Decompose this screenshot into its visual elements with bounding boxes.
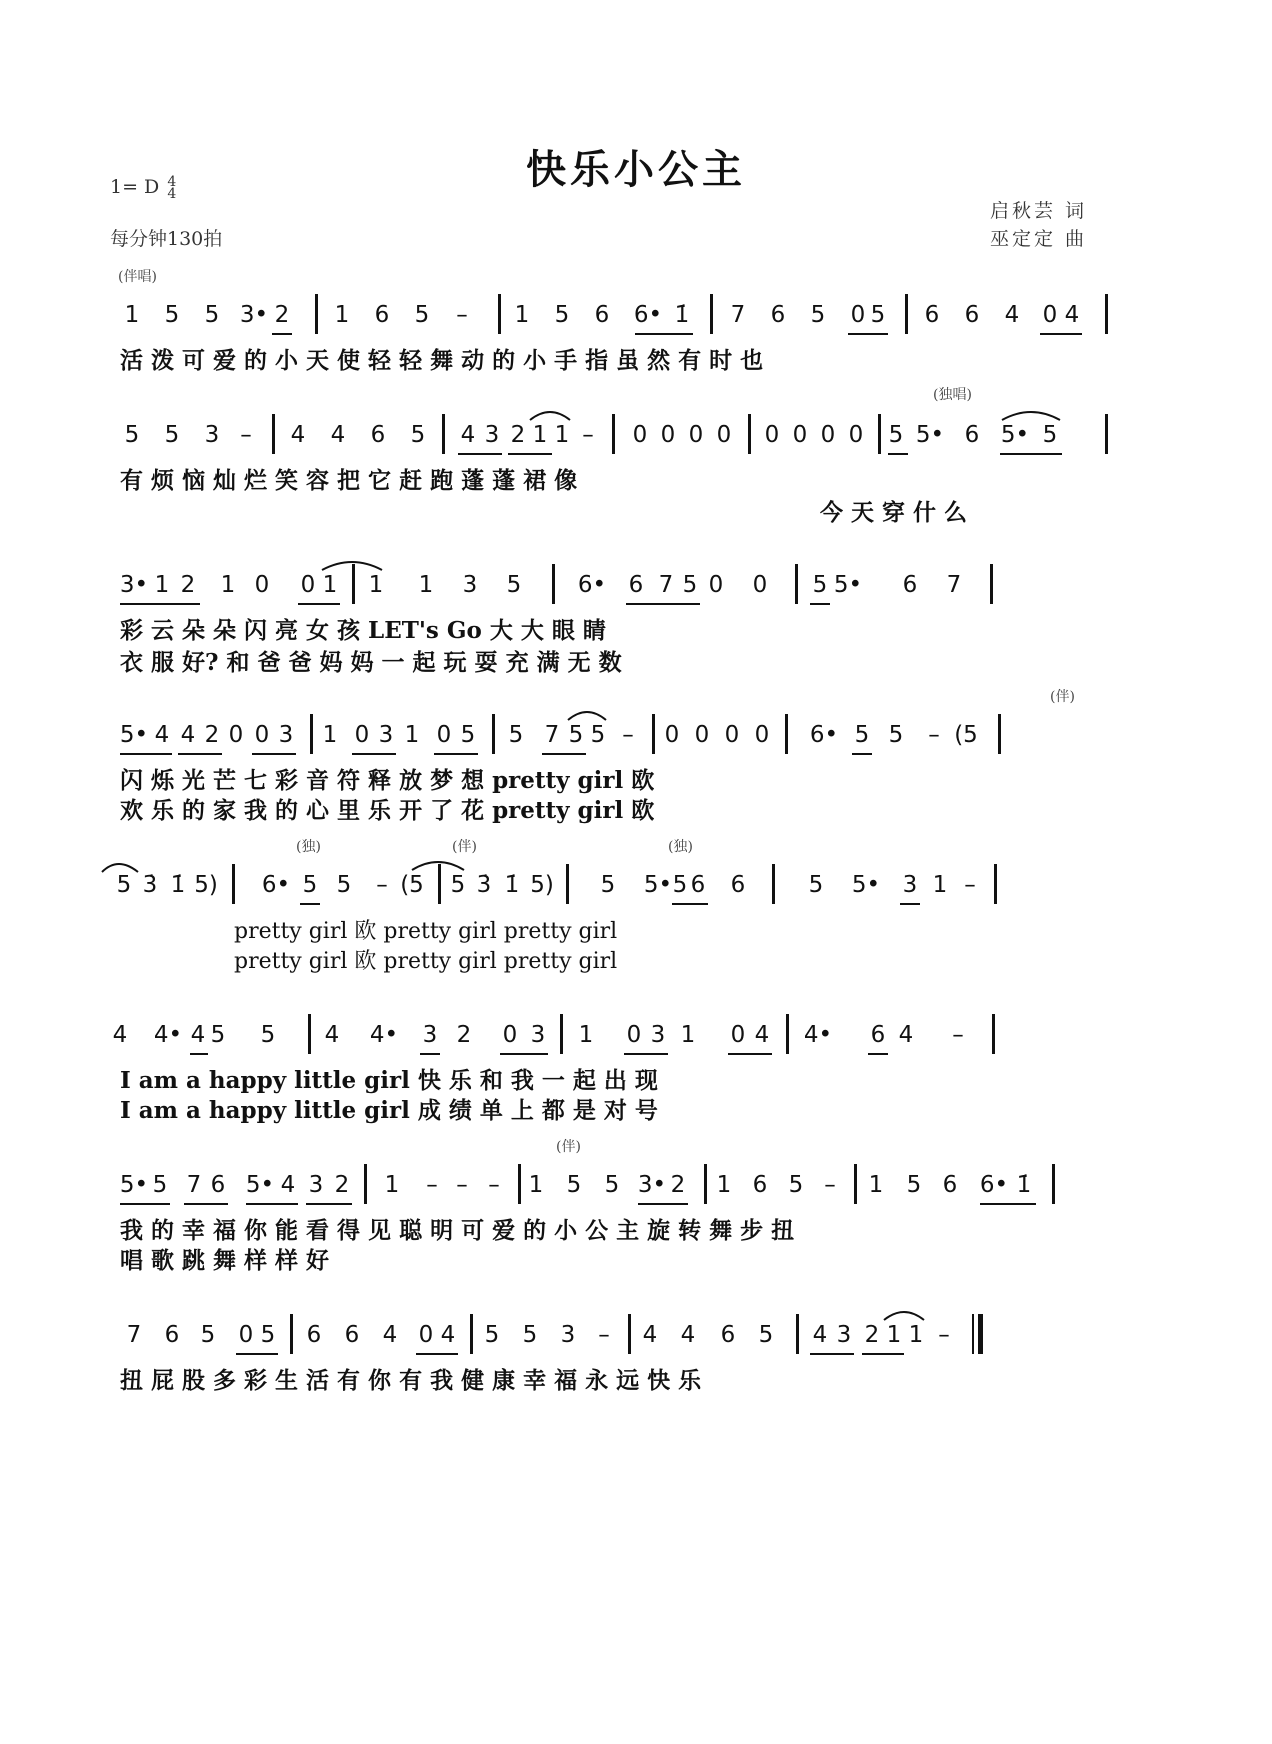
solo-mark: (独) bbox=[296, 839, 321, 855]
accompaniment-mark: (伴) bbox=[556, 1139, 581, 1155]
accompaniment-mark: (伴) bbox=[452, 839, 477, 855]
composer-credit: 巫定定 曲 bbox=[990, 228, 1088, 250]
time-signature: 4 4 bbox=[167, 174, 177, 202]
notation-line: 1 5 5 3• 2 1 6 5 – 1 5 6 6• 1̇ 7 6 5 0 5 6 6 4 0 4 bbox=[120, 292, 1120, 332]
lyric-line-2: 唱 歌 跳 舞 样 样 好 bbox=[120, 1247, 330, 1274]
accompaniment-mark: (伴) bbox=[1050, 689, 1075, 705]
lyric-line-1: 彩 云 朵 朵 闪 亮 女 孩 LET's Go 大 大 眼 睛 bbox=[120, 617, 606, 644]
song-title: 快乐小公主 bbox=[526, 146, 746, 193]
notation-line: 5• 4 4 2 0 0 3 1 0 3 1 0 5 5 7 5 5 – 0 0 0 0 6• 5 5 – (5 bbox=[120, 712, 1120, 752]
notation-line: 5 3̇ 1̇ 5) 6• 5 5 – (5 5 3̇ 1̇ 5) 5 5• 5 6 6 5 5• 3 1 – bbox=[120, 862, 1120, 902]
lyricist-credit: 启秋芸 词 bbox=[990, 200, 1088, 222]
notation-line: 3• 1 2 1 0 0 1 1 1 3 5 6• 6 7 5 0 0 5 5• 6 7 bbox=[120, 562, 1120, 602]
accompaniment-mark: (伴唱) bbox=[118, 269, 157, 285]
notation-line: 5• 5 7 6 5• 4 3 2 1 – – – 1 5 5 3• 2 1 6 5 – 1 5 6 6• 1̇ bbox=[120, 1162, 1120, 1202]
solo-mark: (独唱) bbox=[933, 387, 972, 403]
lyric-line-2: 衣 服 好? 和 爸 爸 妈 妈 一 起 玩 耍 充 满 无 数 bbox=[120, 649, 622, 676]
lyric-line-1: 我 的 幸 福 你 能 看 得 见 聪 明 可 爱 的 小 公 主 旋 转 舞 步 扭 bbox=[120, 1217, 795, 1244]
lyric-line-1: pretty girl 欧 pretty girl pretty girl bbox=[234, 919, 618, 944]
notation-line: 5 5 3 – 4 4 6 5 4 3 2 1 1 – 0 0 0 0 0 0 0 0 5 5• 6 5• 5 bbox=[120, 412, 1120, 452]
lyric-line-1: 有 烦 恼 灿 烂 笑 容 把 它 赶 跑 蓬 蓬 裙 像 bbox=[120, 467, 578, 494]
lyric-line-1: 扭 屁 股 多 彩 生 活 有 你 有 我 健 康 幸 福 永 远 快 乐 bbox=[120, 1367, 702, 1394]
lyric-line-1: I am a happy little girl 快 乐 和 我 一 起 出 现 bbox=[120, 1067, 658, 1094]
tempo-marking: 每分钟130拍 bbox=[110, 228, 223, 250]
notation-line: 4 4• 4 5 5 4 4• 3 2 0 3 1 0 3 1 0 4 4• 6 4 – bbox=[120, 1012, 1120, 1052]
key-signature bbox=[110, 176, 176, 200]
notation-line: 7 6 5 0 5 6 6 4 0 4 5 5 3 – 4 4 6 5 4 3 2 1 1 – bbox=[120, 1312, 1120, 1352]
key-label: 1= D bbox=[110, 176, 160, 198]
lyric-line-1: 闪 烁 光 芒 七 彩 音 符 释 放 梦 想 pretty girl 欧 bbox=[120, 767, 655, 794]
lyric-line-2: 欢 乐 的 家 我 的 心 里 乐 开 了 花 pretty girl 欧 bbox=[120, 797, 655, 824]
lyric-line-1: 活 泼 可 爱 的 小 天 使 轻 轻 舞 动 的 小 手 指 虽 然 有 时 也 bbox=[120, 347, 764, 374]
lyric-line-2: pretty girl 欧 pretty girl pretty girl bbox=[234, 949, 618, 974]
lyric-line-2: 今 天 穿 什 么 bbox=[820, 499, 968, 526]
lyric-line-2: I am a happy little girl 成 绩 单 上 都 是 对 号 bbox=[120, 1097, 658, 1124]
solo-mark: (独) bbox=[668, 839, 693, 855]
